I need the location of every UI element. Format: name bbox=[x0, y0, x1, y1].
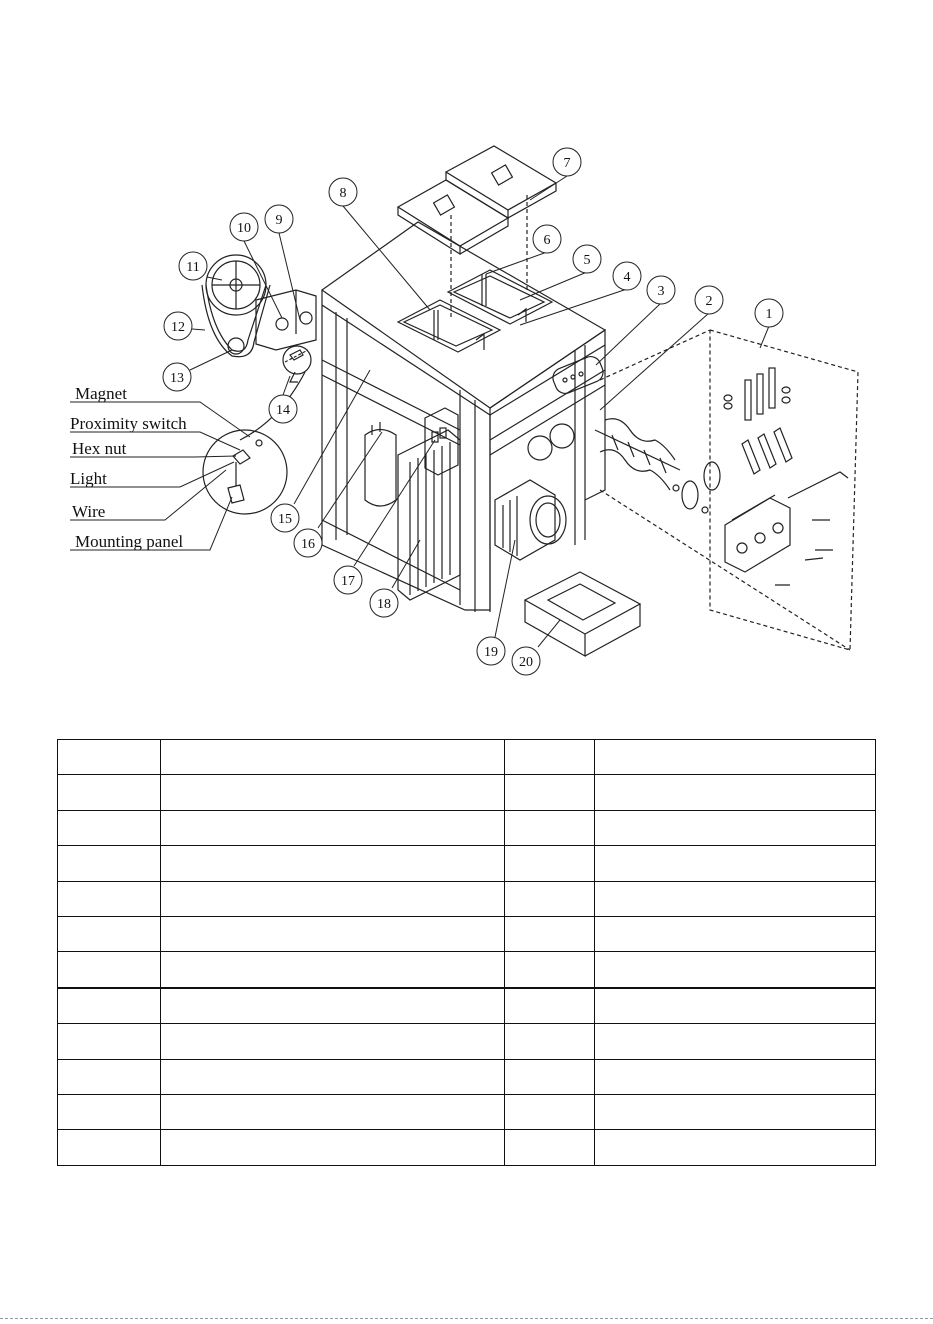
callout-6 bbox=[533, 225, 561, 253]
svg-text:20: 20 bbox=[519, 655, 533, 670]
callout-18 bbox=[370, 589, 398, 617]
table-cell bbox=[595, 810, 876, 845]
table-cell bbox=[161, 988, 505, 1024]
table-row bbox=[58, 810, 876, 845]
table-cell bbox=[595, 1059, 876, 1094]
label-wire: Wire bbox=[72, 502, 106, 521]
table-cell bbox=[58, 810, 161, 845]
callout-11 bbox=[179, 252, 207, 280]
table-cell bbox=[58, 1130, 161, 1165]
page-bottom-rule bbox=[0, 1318, 933, 1319]
svg-text:17: 17 bbox=[341, 574, 355, 589]
callout-17 bbox=[334, 566, 362, 594]
label-mounting-panel: Mounting panel bbox=[75, 532, 184, 551]
callout-15 bbox=[271, 504, 299, 532]
parts-table-body bbox=[58, 740, 876, 1166]
table-row bbox=[58, 1024, 876, 1059]
table-cell bbox=[595, 952, 876, 988]
callout-8 bbox=[329, 178, 357, 206]
svg-text:9: 9 bbox=[275, 213, 283, 228]
callout-10 bbox=[230, 213, 258, 241]
svg-text:7: 7 bbox=[563, 156, 571, 171]
svg-text:11: 11 bbox=[186, 260, 200, 275]
table-cell bbox=[595, 1094, 876, 1129]
table-row bbox=[58, 881, 876, 916]
callout-16 bbox=[294, 529, 322, 557]
assembly-guides bbox=[451, 195, 858, 650]
table-cell bbox=[58, 988, 161, 1024]
svg-text:3: 3 bbox=[657, 284, 665, 299]
table-cell bbox=[161, 846, 505, 881]
table-cell bbox=[58, 952, 161, 988]
callout-20 bbox=[512, 647, 540, 675]
table-row bbox=[58, 1094, 876, 1129]
table-row bbox=[58, 1130, 876, 1165]
callout-19 bbox=[477, 637, 505, 665]
callout-7 bbox=[553, 148, 581, 176]
table-cell bbox=[595, 988, 876, 1024]
table-cell bbox=[58, 1094, 161, 1129]
table-cell bbox=[595, 1130, 876, 1165]
table-cell bbox=[161, 775, 505, 810]
callout-9 bbox=[265, 205, 293, 233]
table-cell bbox=[58, 775, 161, 810]
table-cell bbox=[505, 1024, 595, 1059]
table-cell bbox=[58, 846, 161, 881]
table-cell bbox=[595, 775, 876, 810]
table-row bbox=[58, 988, 876, 1024]
freezer-door-assembly bbox=[724, 368, 848, 585]
callout-3 bbox=[647, 276, 675, 304]
table-cell bbox=[161, 1024, 505, 1059]
table-cell bbox=[161, 810, 505, 845]
callout-4 bbox=[613, 262, 641, 290]
svg-text:6: 6 bbox=[543, 233, 551, 248]
table-cell bbox=[58, 916, 161, 951]
table-cell bbox=[161, 881, 505, 916]
svg-text:1: 1 bbox=[765, 307, 773, 322]
table-row bbox=[58, 916, 876, 951]
svg-text:14: 14 bbox=[276, 403, 290, 418]
table-cell bbox=[161, 952, 505, 988]
table-row bbox=[58, 775, 876, 810]
svg-text:15: 15 bbox=[278, 512, 292, 527]
callout-13 bbox=[163, 363, 191, 391]
svg-text:18: 18 bbox=[377, 597, 391, 612]
table-cell bbox=[58, 1024, 161, 1059]
callout-5 bbox=[573, 245, 601, 273]
table-cell bbox=[58, 740, 161, 775]
machine-body bbox=[322, 222, 640, 656]
table-cell bbox=[505, 775, 595, 810]
table-cell bbox=[505, 952, 595, 988]
table-cell bbox=[161, 1059, 505, 1094]
table-cell bbox=[505, 1130, 595, 1165]
table-cell bbox=[505, 1059, 595, 1094]
table-cell bbox=[505, 1094, 595, 1129]
table-row bbox=[58, 952, 876, 988]
callout-2 bbox=[695, 286, 723, 314]
callout-12 bbox=[164, 312, 192, 340]
table-row bbox=[58, 846, 876, 881]
svg-text:4: 4 bbox=[623, 270, 631, 285]
callout-circles bbox=[163, 148, 783, 675]
table-cell bbox=[595, 846, 876, 881]
belt-pulley bbox=[202, 255, 316, 357]
label-magnet: Magnet bbox=[75, 384, 127, 403]
parts-table bbox=[57, 739, 876, 1166]
table-cell bbox=[505, 846, 595, 881]
label-light: Light bbox=[70, 469, 107, 488]
table-cell bbox=[595, 881, 876, 916]
table-cell bbox=[161, 740, 505, 775]
table-row bbox=[58, 740, 876, 775]
svg-text:16: 16 bbox=[301, 537, 315, 552]
table-cell bbox=[161, 1094, 505, 1129]
svg-text:12: 12 bbox=[171, 320, 185, 335]
svg-text:10: 10 bbox=[237, 221, 251, 236]
table-cell bbox=[58, 881, 161, 916]
svg-text:8: 8 bbox=[339, 186, 347, 201]
svg-text:13: 13 bbox=[170, 371, 184, 386]
table-cell bbox=[595, 1024, 876, 1059]
table-cell bbox=[161, 916, 505, 951]
label-proximity-switch: Proximity switch bbox=[70, 414, 187, 433]
table-cell bbox=[505, 988, 595, 1024]
table-cell bbox=[505, 740, 595, 775]
callout-1 bbox=[755, 299, 783, 327]
table-cell bbox=[595, 740, 876, 775]
table-cell bbox=[161, 1130, 505, 1165]
table-cell bbox=[58, 1059, 161, 1094]
svg-text:2: 2 bbox=[705, 294, 713, 309]
table-cell bbox=[505, 916, 595, 951]
table-row bbox=[58, 1059, 876, 1094]
table-cell bbox=[505, 881, 595, 916]
table-cell bbox=[595, 916, 876, 951]
proximity-switch-detail bbox=[203, 346, 311, 514]
label-hex-nut: Hex nut bbox=[72, 439, 127, 458]
table-cell bbox=[505, 810, 595, 845]
svg-text:19: 19 bbox=[484, 645, 498, 660]
callout-14 bbox=[269, 395, 297, 423]
svg-text:5: 5 bbox=[583, 253, 591, 268]
